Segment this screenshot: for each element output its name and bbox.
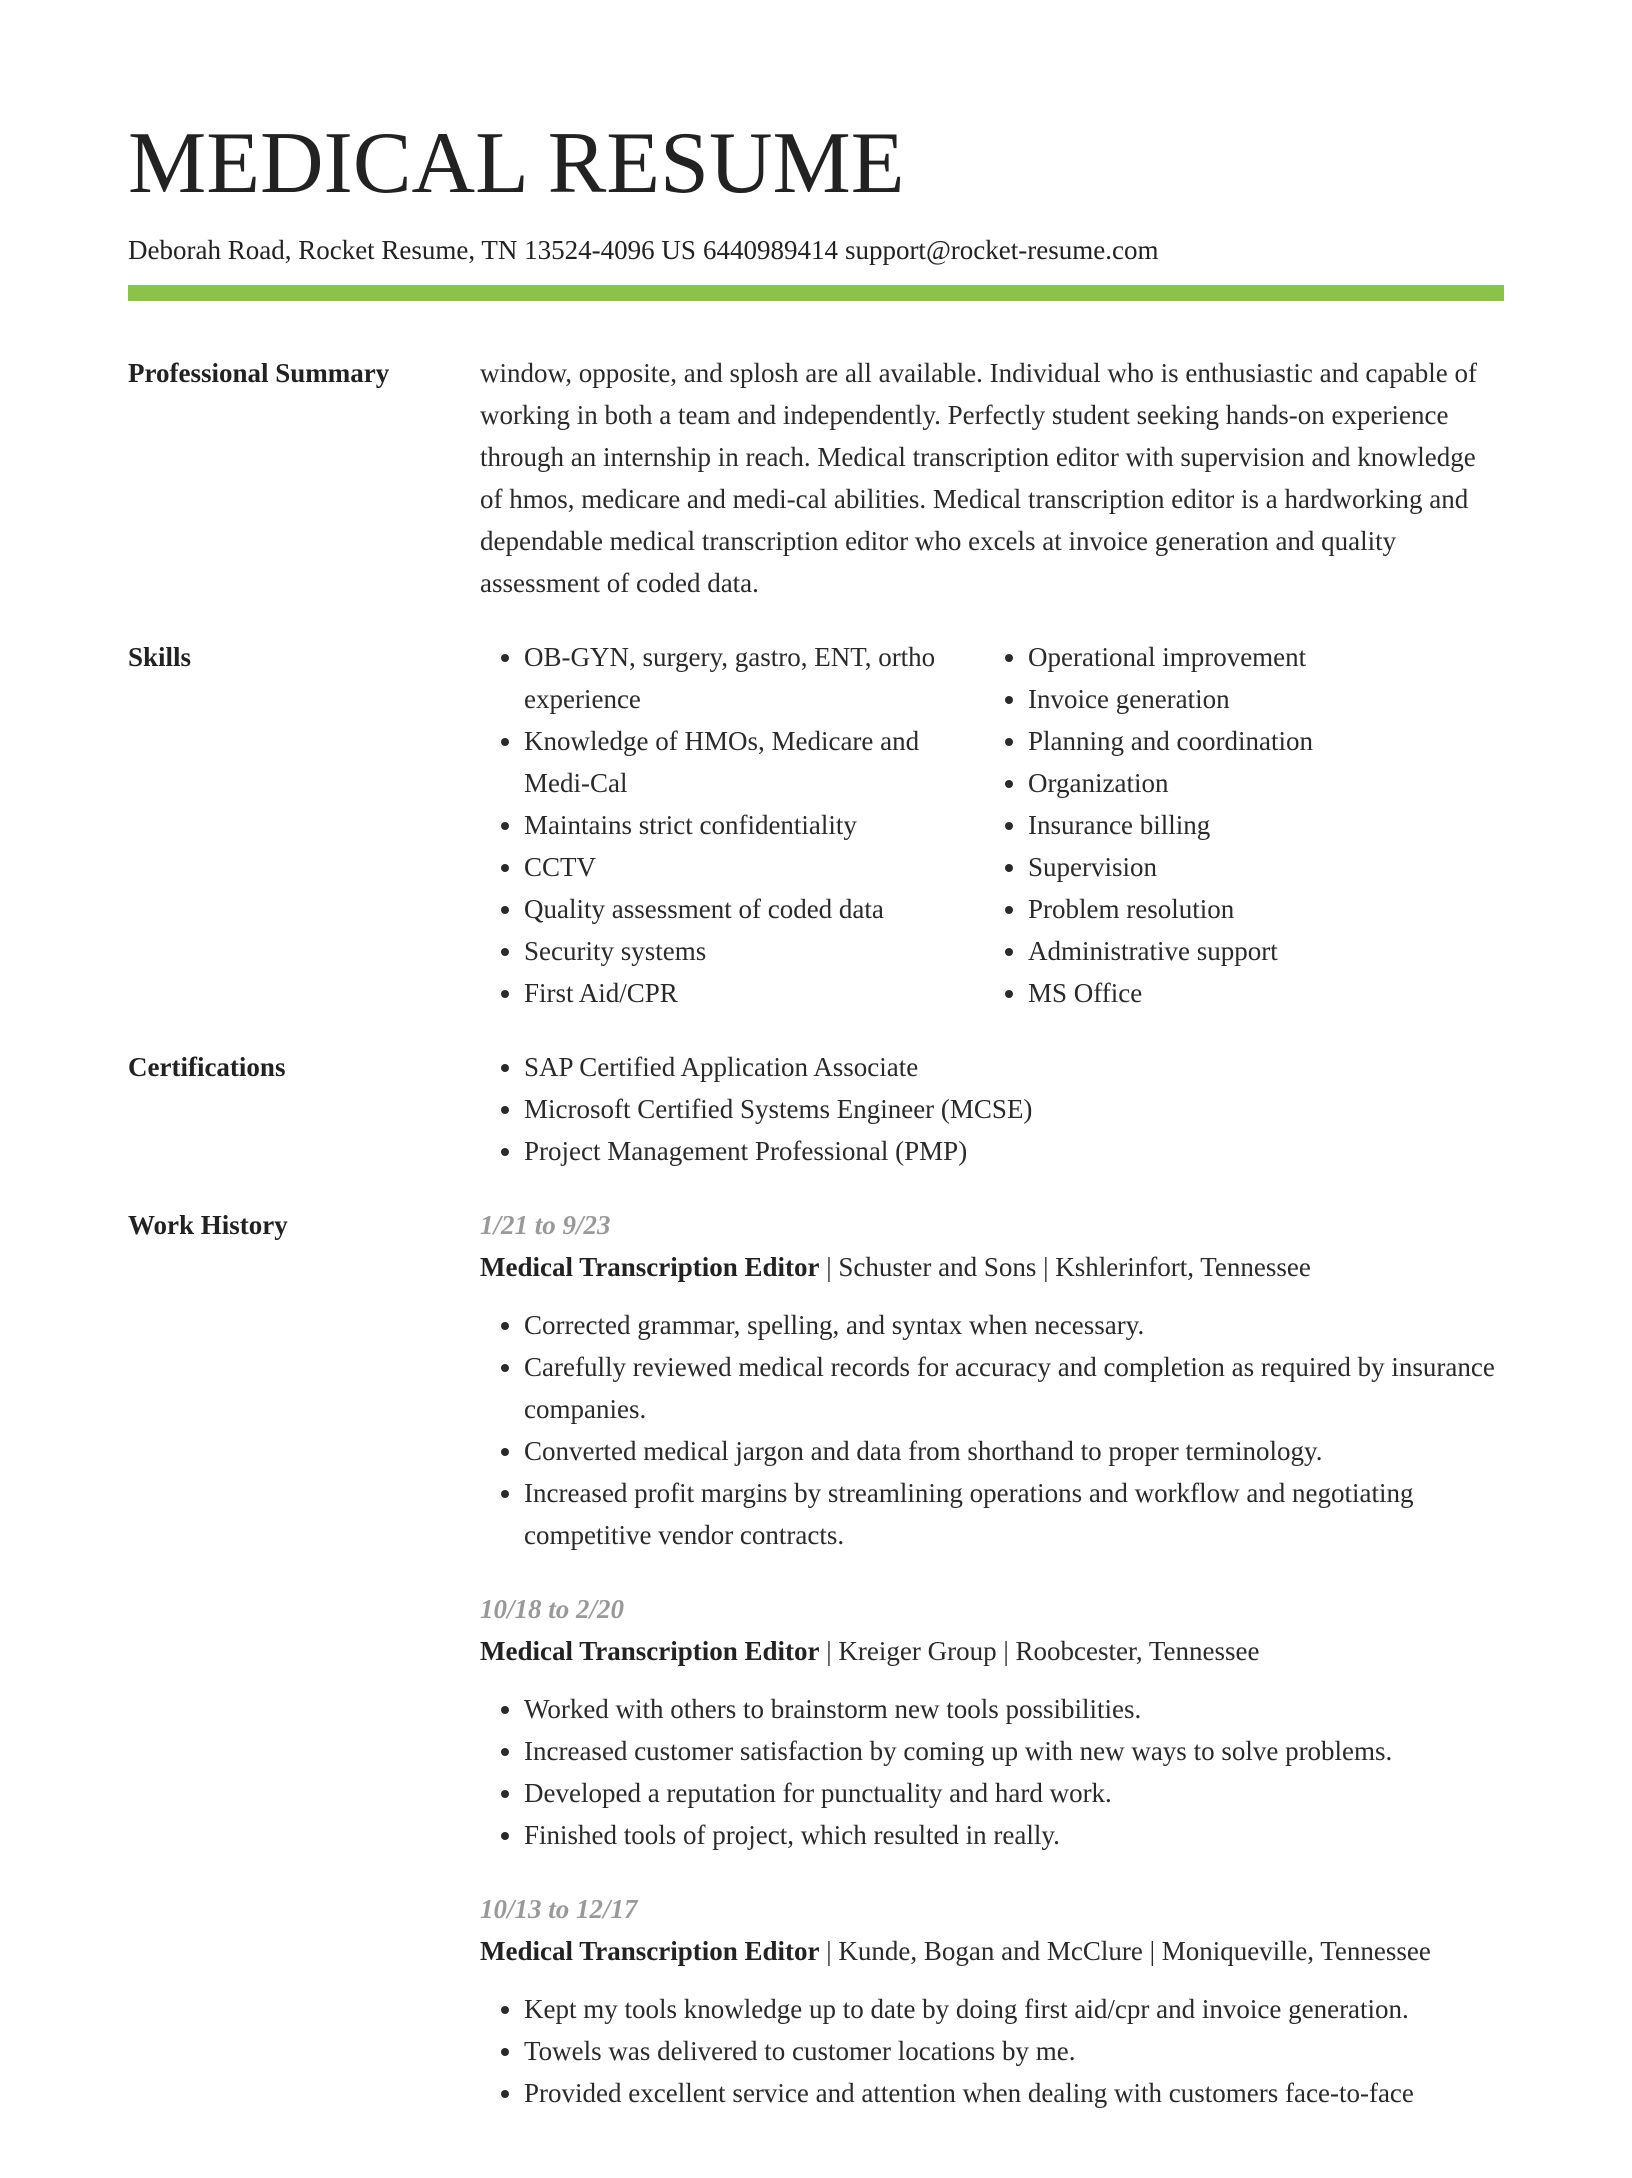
job-bullets: [480, 1988, 1504, 2114]
summary-body: [480, 352, 1504, 604]
certification-item: • Microsoft Certified Systems Engineer (MCSE): [524, 1088, 1504, 1130]
certification-item: • SAP Certified Application Associate: [524, 1046, 1504, 1088]
job-details: | Kreiger Group | Roobcester, Tennessee: [819, 1636, 1260, 1666]
skill-item: • OB-GYN, surgery, gastro, ENT, ortho experience: [524, 636, 984, 720]
skills-list-right: [984, 636, 1504, 1014]
job-details: | Schuster and Sons | Kshlerinfort, Tennessee: [819, 1252, 1311, 1282]
job-title-line: [480, 1930, 1504, 1972]
job-bullet: • Finished tools of project, which resulted in really.: [524, 1814, 1504, 1856]
skill-item: • Quality assessment of coded data: [524, 888, 984, 930]
job-bullets: [480, 1688, 1504, 1856]
certifications-heading: Certifications: [128, 1052, 286, 1082]
summary-heading: Professional Summary: [128, 358, 390, 388]
certifications-body: [480, 1046, 1504, 1172]
job-bullet: • Developed a reputation for punctuality and hard work.: [524, 1772, 1504, 1814]
job-entry: [480, 1588, 1504, 1856]
contact-address: Deborah Road, Rocket Resume, TN 13524-4096 US: [128, 235, 696, 265]
resume-sections: [128, 352, 1504, 2178]
skill-item: • First Aid/CPR: [524, 972, 984, 1014]
job-bullet: • Corrected grammar, spelling, and syntax when necessary.: [524, 1304, 1504, 1346]
contact-phone: 6440989414: [702, 235, 838, 265]
job-entry: [480, 1888, 1504, 2114]
work-history-heading: Work History: [128, 1210, 288, 1240]
job-bullet: • Carefully reviewed medical records for accuracy and completion as required by insurance companies.: [524, 1346, 1504, 1430]
job-title-line: [480, 1630, 1504, 1672]
resume-title: MEDICAL RESUME: [128, 115, 905, 212]
work-history-body: [480, 1204, 1504, 2146]
job-bullet: • Increased profit margins by streamlining operations and workflow and negotiating competitive vendor contracts.: [524, 1472, 1504, 1556]
skill-item: • Insurance billing: [1028, 804, 1504, 846]
job-bullet: • Increased customer satisfaction by coming up with new ways to solve problems.: [524, 1730, 1504, 1772]
job-title: Medical Transcription Editor: [480, 1636, 820, 1666]
certifications-list: [480, 1046, 1504, 1172]
skills-section: [128, 636, 1504, 1014]
job-bullets: [480, 1304, 1504, 1556]
job-bullet: • Worked with others to brainstorm new tools possibilities.: [524, 1688, 1504, 1730]
job-bullet: • Provided excellent service and attention when dealing with customers face-to-face: [524, 2072, 1504, 2114]
skill-item: • Problem resolution: [1028, 888, 1504, 930]
skill-item: • MS Office: [1028, 972, 1504, 1014]
skill-item: • CCTV: [524, 846, 984, 888]
skill-item: • Supervision: [1028, 846, 1504, 888]
job-dates: 1/21 to 9/23: [480, 1210, 611, 1240]
job-title: Medical Transcription Editor: [480, 1936, 820, 1966]
summary-section: [128, 352, 1504, 604]
contact-email: support@rocket-resume.com: [844, 235, 1159, 265]
job-bullet: • Kept my tools knowledge up to date by doing first aid/cpr and invoice generation.: [524, 1988, 1504, 2030]
skill-item: • Operational improvement: [1028, 636, 1504, 678]
skill-item: • Maintains strict confidentiality: [524, 804, 984, 846]
job-entry: [480, 1204, 1504, 1556]
contact-line: [128, 232, 1158, 268]
skill-item: • Organization: [1028, 762, 1504, 804]
job-dates: 10/13 to 12/17: [480, 1894, 638, 1924]
skill-item: • Security systems: [524, 930, 984, 972]
header-divider: [128, 285, 1504, 301]
job-bullet: • Towels was delivered to customer locations by me.: [524, 2030, 1504, 2072]
skills-body: [480, 636, 1504, 1014]
work-history-section: [128, 1204, 1504, 2146]
skill-item: • Invoice generation: [1028, 678, 1504, 720]
job-bullet: • Converted medical jargon and data from shorthand to proper terminology.: [524, 1430, 1504, 1472]
skills-heading: Skills: [128, 642, 192, 672]
certification-item: • Project Management Professional (PMP): [524, 1130, 1504, 1172]
job-details: | Kunde, Bogan and McClure | Moniqueville, Tennessee: [819, 1936, 1431, 1966]
skill-item: • Planning and coordination: [1028, 720, 1504, 762]
summary-text: window, opposite, and splosh are all available. Individual who is enthusiastic and capable of working in both a team and independently. Perfectly student seeking hands-on experience through an internship in reach. Medical transcription editor with supervision and knowledge of hmos, medicare and medi-cal abilities. Medical transcription editor is a hardworking and dependable medical transcription editor who excels at invoice generation and quality assessment of coded data.: [480, 358, 1477, 598]
job-title: Medical Transcription Editor: [480, 1252, 820, 1282]
job-dates: 10/18 to 2/20: [480, 1594, 625, 1624]
skills-list-left: [480, 636, 984, 1014]
skill-item: • Knowledge of HMOs, Medicare and Medi-Cal: [524, 720, 984, 804]
job-title-line: [480, 1246, 1504, 1288]
certifications-section: [128, 1046, 1504, 1172]
skill-item: • Administrative support: [1028, 930, 1504, 972]
